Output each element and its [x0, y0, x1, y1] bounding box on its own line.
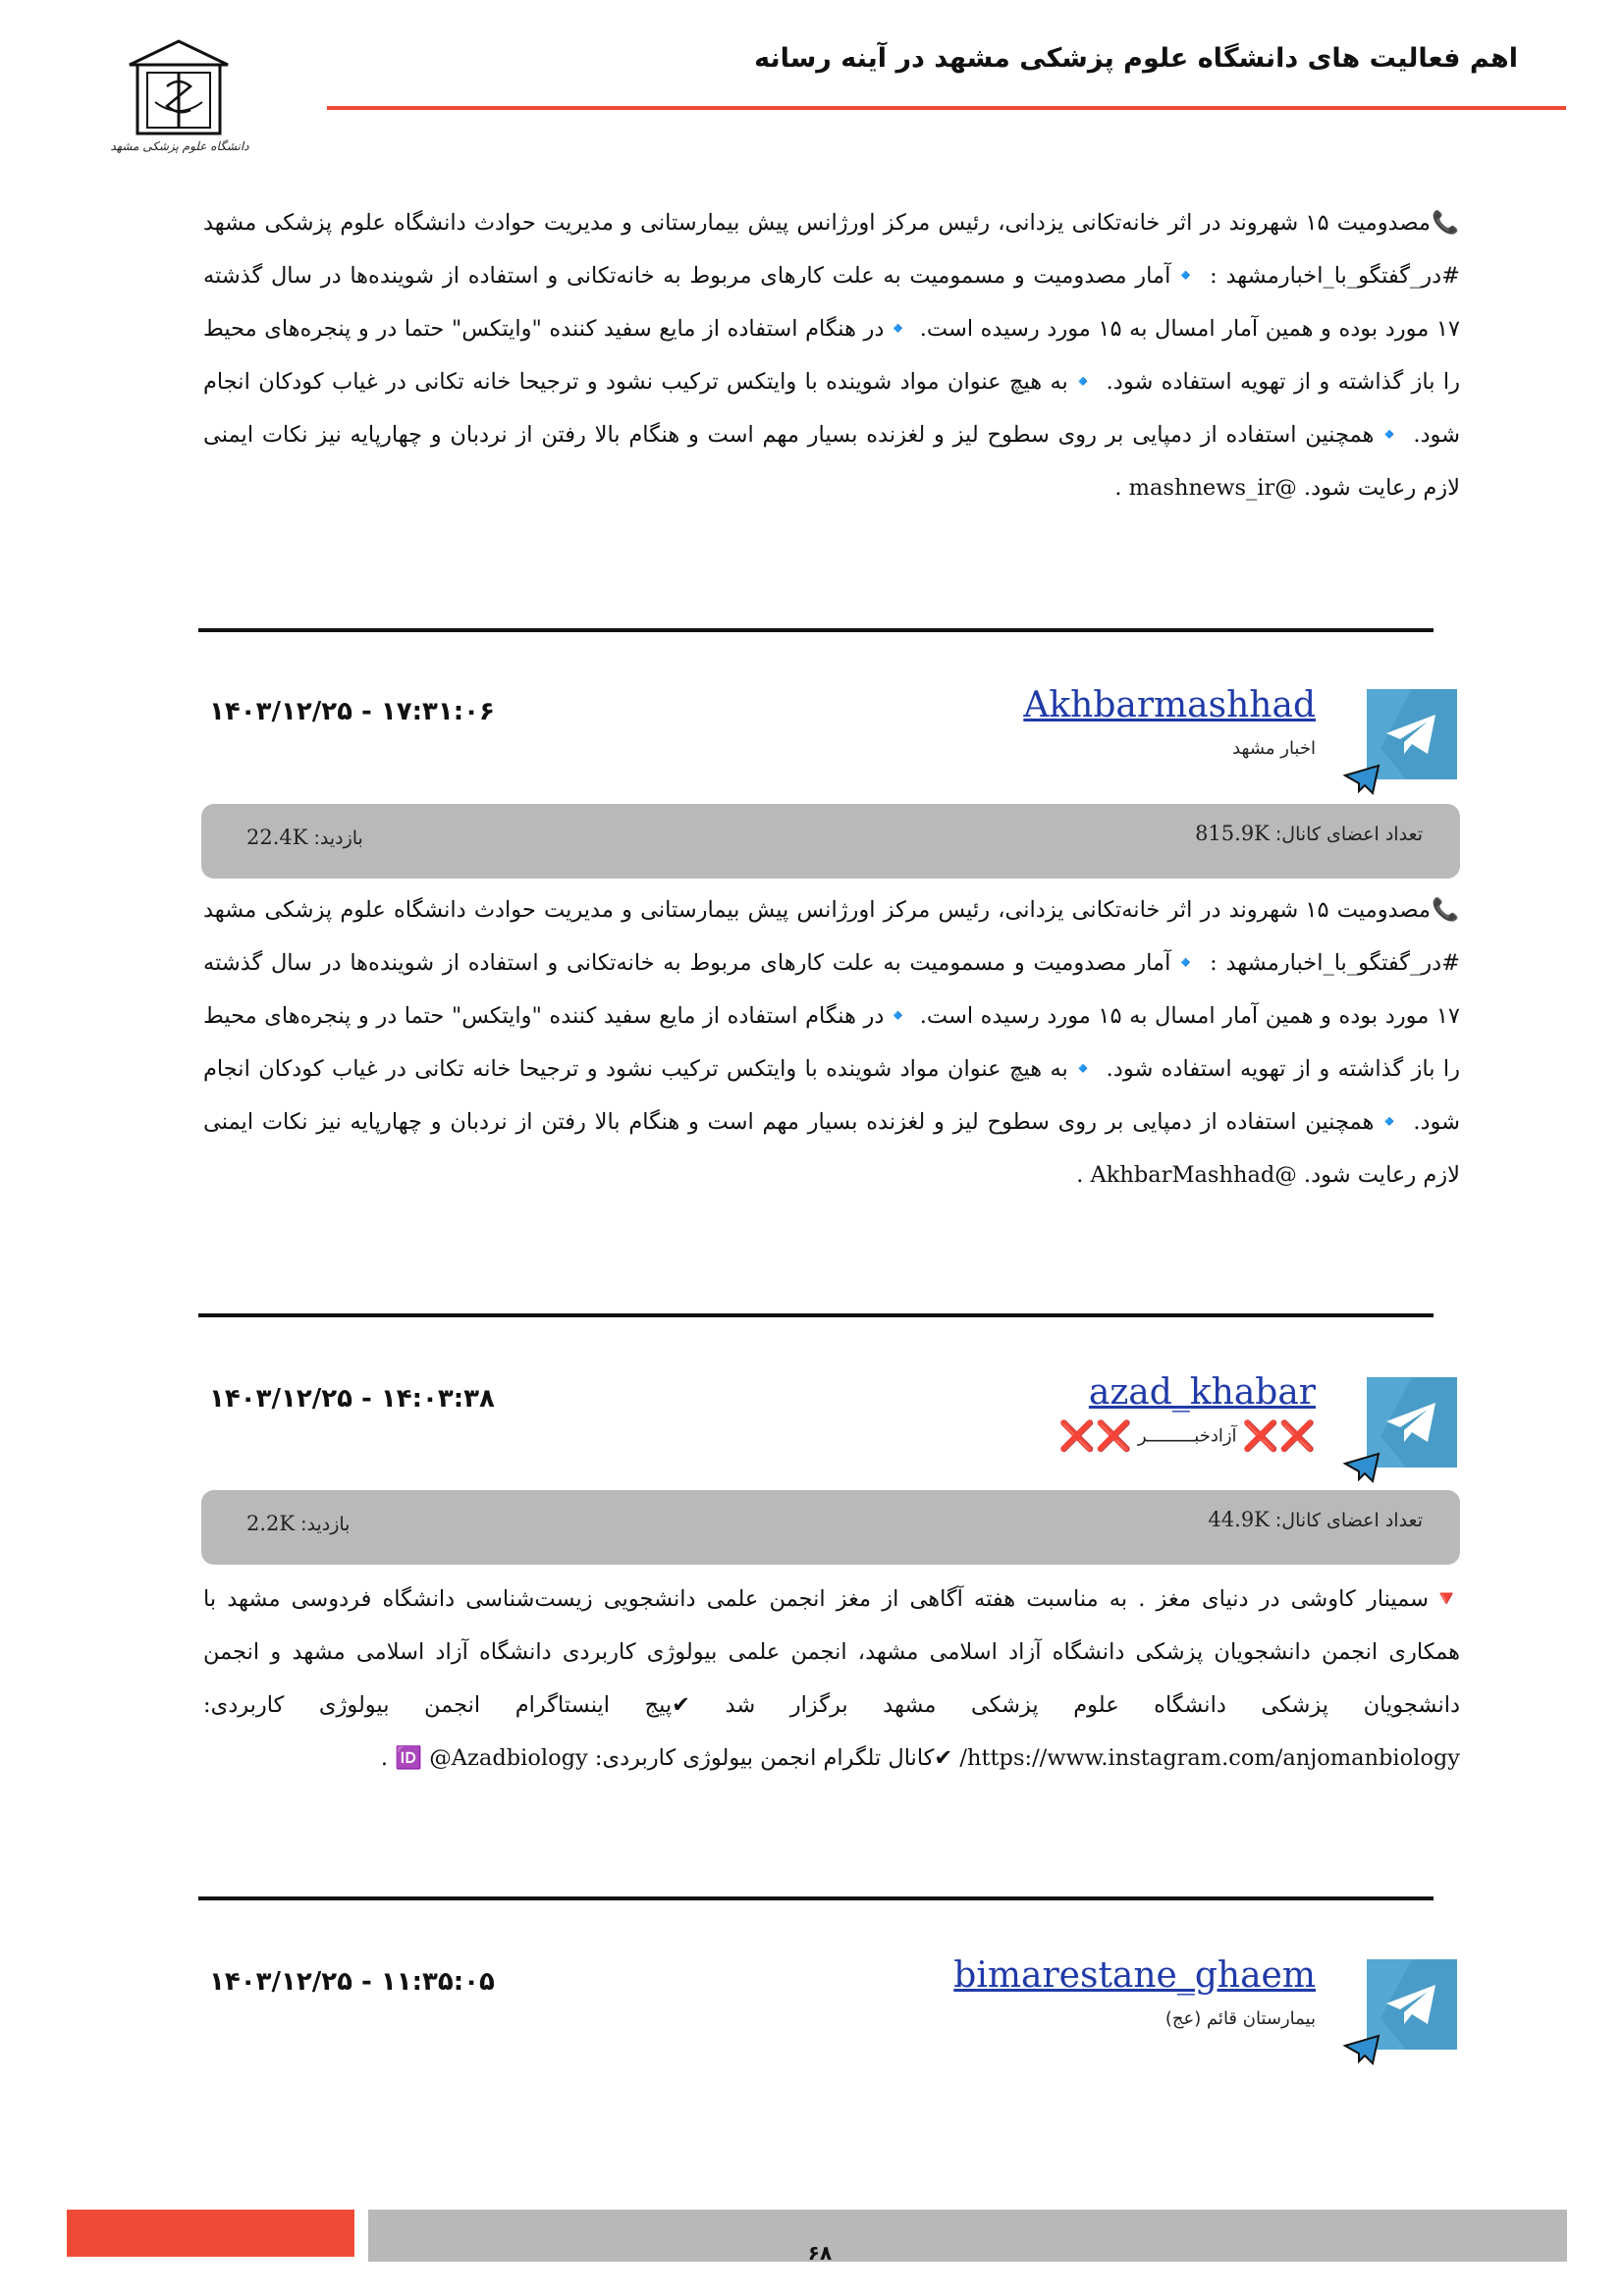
footer-accent-bar	[67, 2210, 354, 2257]
telegram-icon	[1367, 1959, 1457, 2050]
channel-link[interactable]: azad_khabar	[1088, 1372, 1316, 1413]
views-count: بازدید:22.4K	[246, 826, 363, 849]
post-body: 📞مصدومیت ۱۵ شهروند در اثر خانه‌تکانی یزدانی، رئیس مرکز اورژانس پیش بیمارستانی و مدیریت حوادث دانشگاه علوم پزشکی مشهد #در_گفتگو_با_اخبارمشهد : 🔹آمار مصدومیت و مسمومیت به علت کارهای مربوط به خانه‌تکانی و استفاده از شوینده‌ها در سال گذشته ۱۷ مورد بوده و همین آمار امسال به ۱۵ مورد رسیده است. 🔹در هنگام استفاده از مایع سفید کننده "وایتکس" حتما در و پنجره‌های محیط را باز گذاشته و از تهویه استفاده شود. 🔹به هیچ عنوان مواد شوینده با وایتکس ترکیب نشود و ترجیحا خانه تکانی در غیاب کودکان انجام شود. 🔹همچنین استفاده از دمپایی بر روی سطوح لیز و لغزنده بسیار مهم است و هنگام بالا رفتن از نردبان و چهارپایه نیز نکات ایمنی لازم رعایت شود. @AkhbarMashhad .	[203, 897, 1460, 1188]
post-body: 📞مصدومیت ۱۵ شهروند در اثر خانه‌تکانی یزدانی، رئیس مرکز اورژانس پیش بیمارستانی و مدیریت حوادث دانشگاه علوم پزشکی مشهد #در_گفتگو_با_اخبارمشهد : 🔹آمار مصدومیت و مسمومیت به علت کارهای مربوط به خانه‌تکانی و استفاده از شوینده‌ها در سال گذشته ۱۷ مورد بوده و همین آمار امسال به ۱۵ مورد رسیده است. 🔹در هنگام استفاده از مایع سفید کننده "وایتکس" حتما در و پنجره‌های محیط را باز گذاشته و از تهویه استفاده شود. 🔹به هیچ عنوان مواد شوینده با وایتکس ترکیب نشود و ترجیحا خانه تکانی در غیاب کودکان انجام شود. 🔹همچنین استفاده از دمپایی بر روی سطوح لیز و لغزنده بسیار مهم است و هنگام بالا رفتن از نردبان و چهارپایه نیز نکات ایمنی لازم رعایت شود. @mashnews_ir .	[203, 210, 1460, 501]
channel-subtitle: ❌❌ آزادخبـــــــــر ❌❌	[1058, 1419, 1316, 1454]
logo-caption: دانشگاه علوم پزشکی مشهد	[110, 139, 249, 153]
page-title: اهم فعالیت های دانشگاه علوم پزشکی مشهد در آینه رسانه	[754, 43, 1518, 74]
header-accent-line	[327, 106, 1566, 110]
views-count: بازدید:2.2K	[246, 1512, 351, 1535]
post-datetime: ۱۴۰۳/۱۲/۲۵ - ۱۴:۰۳:۳۸	[209, 1384, 495, 1414]
post-datetime: ۱۴۰۳/۱۲/۲۵ - ۱۱:۳۵:۰۵	[209, 1967, 495, 1997]
page-number: ۶۸	[807, 2241, 833, 2265]
post-body: 🔻سمینار کاوشی در دنیای مغز . به مناسبت هفته آگاهی از مغز انجمن علمی دانشجویی زیست‌شناسی دانشگاه فردوسی مشهد با همکاری انجمن دانشجویان پزشکی دانشگاه آزاد اسلامی مشهد، انجمن علمی بیولوژی کاربردی دانشگاه آزاد اسلامی مشهد و انجمن دانشجویان پزشکی دانشگاه علوم پزشکی مشهد برگزار شد ✔پیج اینستاگرام انجمن بیولوژی کاربردی: https://www.instagram.com/anjomanbiology/ ✔کانال تلگرام انجمن بیولوژی کاربردی: 🆔 @Azadbiology .	[203, 1586, 1460, 1771]
channel-subtitle: بیمارستان قائم (عج)	[1164, 2008, 1316, 2029]
channel-link[interactable]: bimarestane_ghaem	[953, 1955, 1316, 1996]
post-separator	[198, 1313, 1434, 1317]
members-count: تعداد اعضای کانال:815.9K	[1195, 822, 1423, 845]
channel-subtitle: اخبار مشهد	[1232, 738, 1316, 759]
telegram-icon	[1367, 689, 1457, 779]
telegram-icon	[1367, 1377, 1457, 1468]
channel-link[interactable]: Akhbarmashhad	[1023, 685, 1316, 725]
footer-bar	[368, 2210, 1567, 2262]
channel-stats-bar	[201, 804, 1460, 879]
post-separator	[198, 1896, 1434, 1900]
post-datetime: ۱۴۰۳/۱۲/۲۵ - ۱۷:۳۱:۰۶	[209, 697, 495, 726]
channel-stats-bar	[201, 1490, 1460, 1565]
post-separator	[198, 628, 1434, 632]
members-count: تعداد اعضای کانال:44.9K	[1208, 1508, 1423, 1531]
